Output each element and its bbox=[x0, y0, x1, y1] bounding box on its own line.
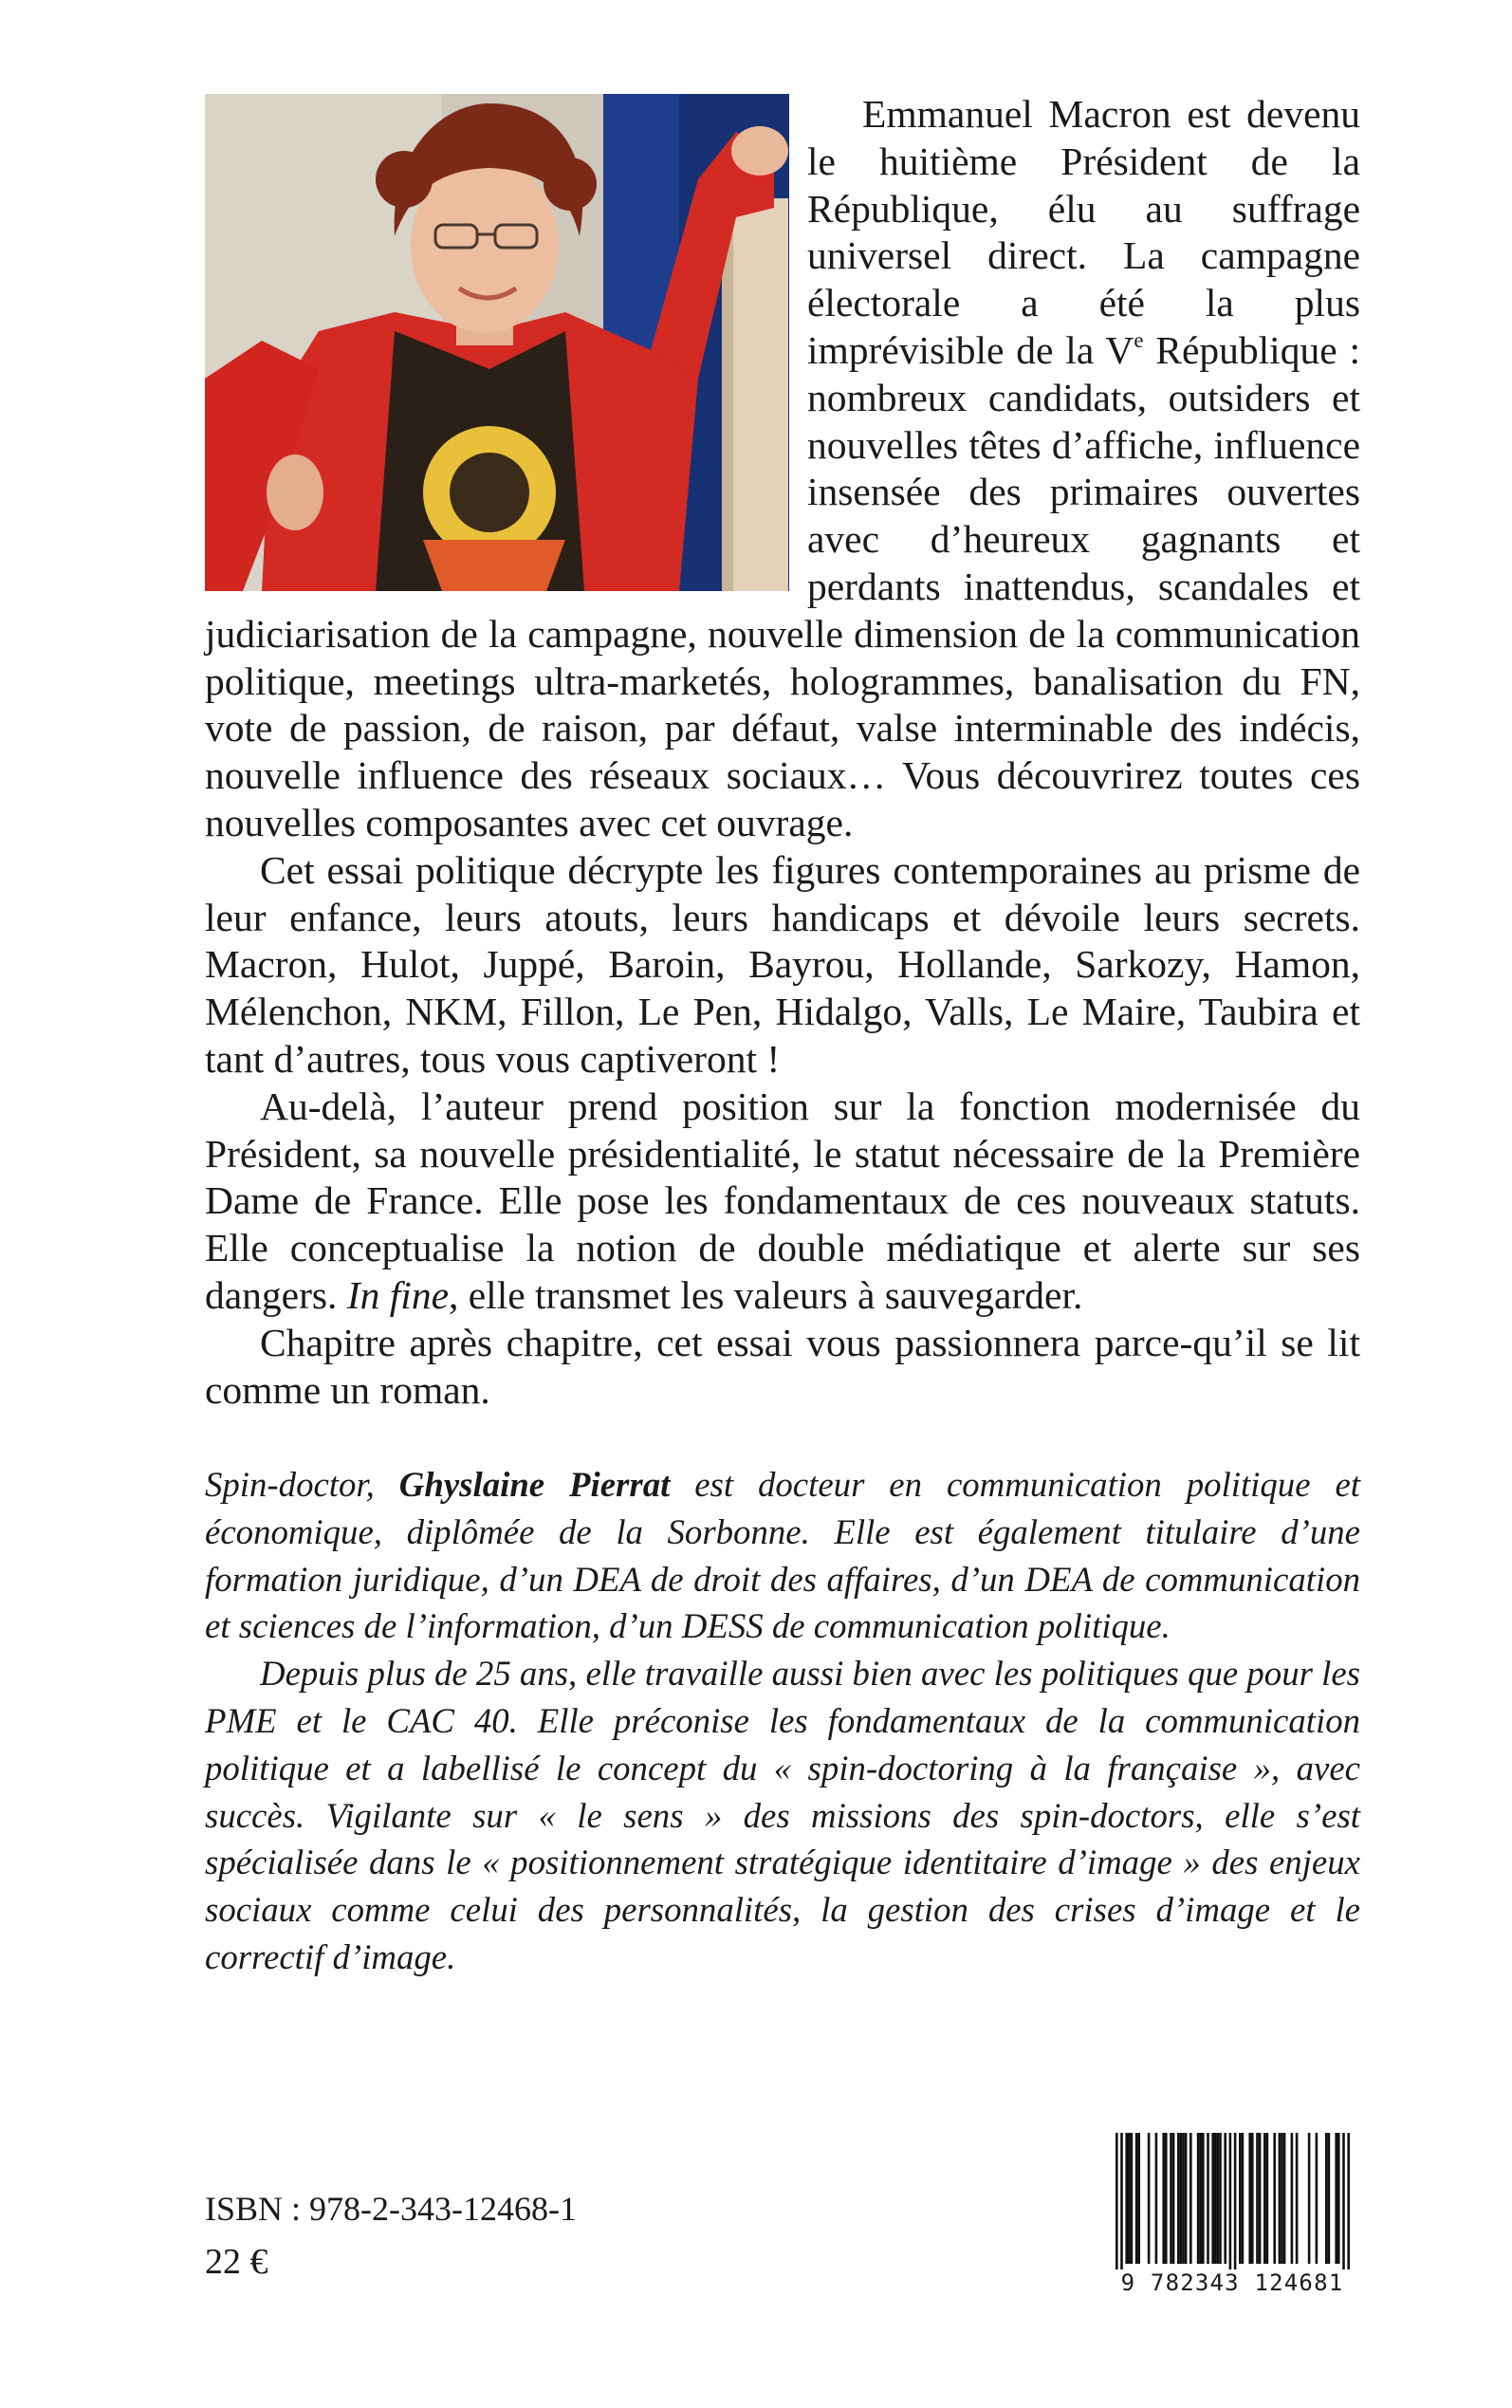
barcode-bar bbox=[1335, 2133, 1337, 2264]
barcode-bar bbox=[1116, 2133, 1118, 2273]
author-bio bbox=[205, 1461, 1360, 1981]
barcode-digits: 9 782343 124681 bbox=[1098, 2269, 1366, 2296]
barcode-bar bbox=[1155, 2133, 1158, 2264]
barcode-bar bbox=[1165, 2133, 1168, 2264]
barcode-bar bbox=[1131, 2133, 1134, 2264]
barcode-bar bbox=[1162, 2133, 1165, 2264]
barcode-bar bbox=[1148, 2133, 1151, 2264]
barcode-bar bbox=[1347, 2133, 1350, 2273]
isbn-label: ISBN : 978-2-343-12468-1 bbox=[205, 2190, 577, 2228]
author-name: Ghyslaine Pierrat bbox=[398, 1465, 671, 1504]
barcode-bar bbox=[1296, 2133, 1299, 2264]
barcode-bar bbox=[1266, 2133, 1269, 2264]
bio-paragraph-1 bbox=[205, 1461, 1360, 1650]
barcode-bar bbox=[1248, 2133, 1251, 2264]
description-p1-continued: République : nombreux candidats, outsiders et nouvelles têtes d’affiche, influence insensée des primaires ouvertes avec d’heureux gagnants et perdants inattendus, scandales et judiciarisation de la campagne, nouvelle dimension de la communication politique, meetings ultra-marketés, hologrammes, banalisation du FN, vote de passion, de raison, par défaut, valse interminable des indécis, nouvelle influence des réseaux sociaux… Vous découvrirez toutes ces nouvelles composantes avec cet ouvrage. bbox=[205, 327, 1360, 844]
description-p3-end: , elle transmet les valeurs à sauvegarder. bbox=[449, 1272, 1083, 1317]
barcode-bar bbox=[1273, 2133, 1276, 2264]
description-paragraph-3 bbox=[205, 1084, 1360, 1320]
barcode-bar bbox=[1337, 2133, 1340, 2264]
barcode-bar bbox=[1128, 2133, 1131, 2264]
photo-wrap-space bbox=[205, 91, 807, 603]
barcode-bar bbox=[1180, 2133, 1183, 2264]
barcode-bar bbox=[1202, 2133, 1205, 2264]
barcode-bar bbox=[1197, 2133, 1200, 2264]
barcode-bar bbox=[1251, 2133, 1254, 2264]
bio-p1-text: est docteur en communication politique et économique, diplômée de la Sorbonne. Elle est également titulaire d’une formation juridique, d’un DEA de droit des affaires, d’un DEA de communication et sciences de l’information, d’un DESS de communication politique. bbox=[205, 1465, 1360, 1646]
barcode-bar bbox=[1185, 2133, 1188, 2264]
barcode-bar bbox=[1328, 2133, 1331, 2264]
barcode-bar bbox=[1189, 2133, 1192, 2264]
barcode-bar bbox=[1172, 2133, 1175, 2264]
ordinal-superscript: e bbox=[1134, 327, 1144, 352]
barcode-bar bbox=[1207, 2133, 1209, 2264]
barcode-bar bbox=[1283, 2133, 1286, 2264]
book-description bbox=[205, 91, 1360, 1414]
barcode-bar bbox=[1182, 2133, 1185, 2264]
barcode-bar bbox=[1214, 2133, 1217, 2264]
barcode-bar bbox=[1291, 2133, 1294, 2264]
barcode-bar bbox=[1217, 2133, 1220, 2264]
price-label: 22 € bbox=[205, 2242, 268, 2282]
barcode-bar bbox=[1199, 2133, 1202, 2264]
barcode-bar bbox=[1279, 2133, 1282, 2264]
barcode-bar bbox=[1135, 2133, 1138, 2264]
barcode-bar bbox=[1234, 2133, 1237, 2273]
barcode-bar bbox=[1342, 2133, 1345, 2273]
barcode-bar bbox=[1170, 2133, 1172, 2264]
bio-paragraph-2: Depuis plus de 25 ans, elle travaille aussi bien avec les politiques que pour les PME et le CAC 40. Elle préconise les fondamentaux de la communication politique et a labellisé le concept du « spin-doctoring à la française », avec succès. Vigilante sur « le sens » des missions des spin-doctors, elle s’est spécialisée dans le « positionnement stratégique identitaire d’image » des enjeux sociaux comme celui des personnalités, la gestion des crises d’image et le correctif d’image. bbox=[205, 1654, 1360, 1976]
barcode-bar bbox=[1325, 2133, 1328, 2264]
barcode-bar bbox=[1281, 2133, 1283, 2264]
ean13-barcode-icon bbox=[1098, 2131, 1366, 2283]
barcode-bar bbox=[1120, 2133, 1123, 2273]
barcode-bar bbox=[1125, 2133, 1128, 2264]
barcode-bar bbox=[1219, 2133, 1222, 2264]
barcode-bar bbox=[1229, 2133, 1232, 2273]
barcode-bar bbox=[1316, 2133, 1318, 2264]
barcode-bars bbox=[1098, 2131, 1366, 2273]
in-fine-italic: In fine bbox=[346, 1272, 449, 1317]
barcode-bar bbox=[1242, 2133, 1245, 2264]
barcode-bar bbox=[1137, 2133, 1140, 2264]
description-paragraph-2: Cet essai politique décrypte les figures contemporaines au prisme de leur enfance, leurs atouts, leurs handicaps et dévoile leurs secrets. Macron, Hulot, Juppé, Baroin, Bayrou, Hollande, Sarkozy, Hamon, Mélenchon, NKM, Fillon, Le Pen, Hidalgo, Valls, Le Maire, Taubira et tant d’autres, tous vous captiveront ! bbox=[205, 847, 1360, 1081]
barcode-bar bbox=[1211, 2133, 1214, 2264]
barcode-bar bbox=[1259, 2133, 1262, 2264]
barcode-bar bbox=[1177, 2133, 1180, 2264]
barcode-bar bbox=[1263, 2133, 1266, 2264]
description-paragraph-4: Chapitre après chapitre, cet essai vous passionnera parce-qu’il se lit comme un roman. bbox=[205, 1320, 1360, 1412]
barcode-bar bbox=[1256, 2133, 1259, 2264]
description-p3-text: Au-delà, l’auteur prend position sur la fonction modernisée du Président, sa nouvelle présidentialité, le statut nécessaire de la Première Dame de France. Elle pose les fondamentaux de ces nouveaux statuts. Elle conceptualise la notion de double médiatique et alerte sur ses dangers. bbox=[205, 1084, 1360, 1317]
barcode-bar bbox=[1224, 2133, 1226, 2264]
barcode-bar bbox=[1308, 2133, 1311, 2264]
barcode-bar bbox=[1239, 2133, 1242, 2264]
description-p1-text: Emmanuel Macron est devenu le huitième Président de la République, élu au suffrage universel direct. La campagne électorale a été la plus imprévisible de la V bbox=[807, 92, 1360, 372]
bio-lead: Spin-doctor, bbox=[205, 1465, 399, 1504]
